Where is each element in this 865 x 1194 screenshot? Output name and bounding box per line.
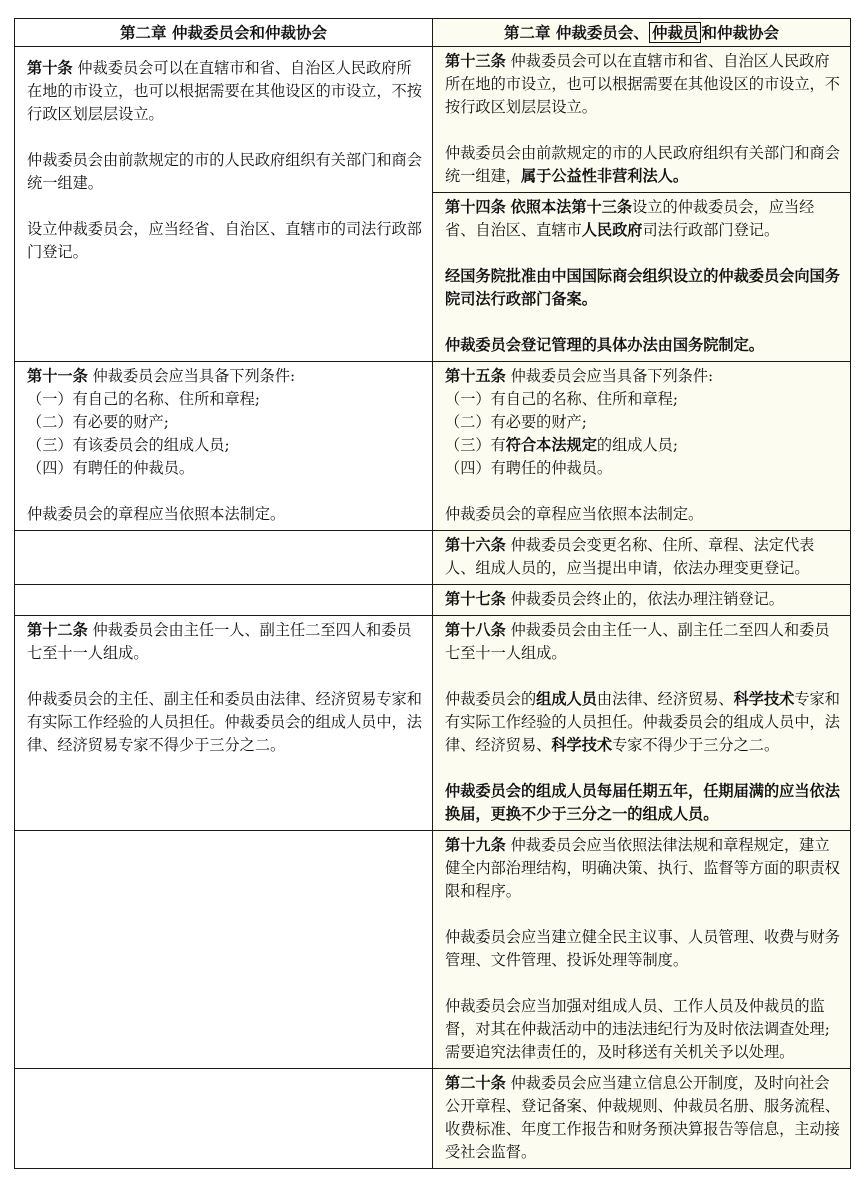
- article-text: 仲裁委员会应当具备下列条件:: [510, 367, 714, 385]
- article-text: 仲裁委员会由主任一人、副主任二至四人和委员七至十一人组成。: [27, 621, 412, 662]
- plain-text: 由法律、经济贸易、: [596, 690, 734, 708]
- old-article-10: [15, 47, 433, 362]
- added-text: 属于公益性非营利法人。: [520, 167, 688, 185]
- new-article-13-para-2: [445, 142, 842, 188]
- header-new-part-b: 和仲裁协会: [701, 23, 779, 42]
- article-number: 第十三条: [445, 52, 506, 70]
- condition-item: （二）有必要的财产;: [27, 413, 169, 431]
- added-text: 依照本法第十三条: [510, 198, 633, 216]
- new-article-15-para-1: [445, 365, 842, 388]
- row-article-10: [15, 47, 851, 193]
- new-article-20-para-1: [445, 1072, 842, 1164]
- new-article-15: [433, 362, 851, 531]
- row-article-12: [15, 616, 851, 831]
- added-text: 科学技术: [551, 736, 613, 754]
- new-article-18: [433, 616, 851, 831]
- old-empty-cell: [15, 585, 433, 616]
- row-article-16: [15, 531, 851, 585]
- new-article-14-para-3: 仲裁委员会登记管理的具体办法由国务院制定。: [445, 336, 764, 354]
- row-article-20: [15, 1069, 851, 1169]
- row-article-17: [15, 585, 851, 616]
- article-text: 仲裁委员会变更名称、住所、章程、法定代表人、组成人员的，应当提出申请，依法办理变更登记。: [445, 536, 815, 577]
- article-number: 第十条: [27, 59, 73, 77]
- article-number: 第十七条: [445, 590, 506, 608]
- new-article-16: [433, 531, 851, 585]
- added-text: 人民政府: [581, 221, 643, 239]
- plain-text: （三）有: [445, 436, 506, 454]
- old-article-11-para-1: [27, 365, 424, 388]
- old-article-12-para-1: [27, 619, 424, 665]
- condition-item: （四）有聘任的仲裁员。: [445, 459, 613, 477]
- new-article-19-para-2: 仲裁委员会应当建立健全民主议事、人员管理、收费与财务管理、文件管理、投诉处理等制度。: [445, 928, 840, 969]
- added-text: 组成人员: [536, 690, 597, 708]
- row-article-11: [15, 362, 851, 531]
- plain-text: 仲裁委员会的: [445, 690, 537, 708]
- plain-text: 司法行政部门登记。: [642, 221, 780, 239]
- article-number: 第二十条: [445, 1074, 506, 1092]
- new-article-18-para-2: [445, 688, 842, 757]
- condition-item: （三）有该委员会的组成人员;: [27, 436, 230, 454]
- header-new-part-a: 第二章 仲裁委员会、: [504, 23, 649, 42]
- new-article-18-para-1: [445, 619, 842, 665]
- plain-text: 的组成人员;: [596, 436, 678, 454]
- condition-item: （二）有必要的财产;: [445, 413, 587, 431]
- article-number: 第十六条: [445, 536, 506, 554]
- article-text: 仲裁委员会由主任一人、副主任二至四人和委员七至十一人组成。: [445, 621, 830, 662]
- condition-item: （一）有自己的名称、住所和章程;: [27, 390, 260, 408]
- old-empty-cell: [15, 831, 433, 1069]
- article-text: 仲裁委员会应当具备下列条件:: [92, 367, 296, 385]
- old-article-11: [15, 362, 433, 531]
- article-number: 第十八条: [445, 621, 506, 639]
- new-article-15-para-2: 仲裁委员会的章程应当依照本法制定。: [445, 505, 704, 523]
- new-article-14-para-1: [445, 196, 842, 242]
- new-article-13-para-1: [445, 50, 842, 119]
- law-comparison-table: [14, 18, 851, 1169]
- article-number: 第十九条: [445, 836, 506, 854]
- article-text: 仲裁委员会可以在直辖市和省、自治区人民政府所在地的市设立，也可以根据需要在其他设区的市设立，不按行政区划层层设立。: [445, 52, 840, 116]
- old-article-12: [15, 616, 433, 831]
- old-article-11-para-2: 仲裁委员会的章程应当依照本法制定。: [27, 505, 286, 523]
- new-article-14-para-2: 经国务院批准由中国国际商会组织设立的仲裁委员会向国务院司法行政部门备案。: [445, 267, 840, 308]
- old-article-10-para-1: [27, 57, 424, 126]
- article-number: 第十四条: [445, 198, 506, 216]
- new-article-19: [433, 831, 851, 1069]
- row-article-19: [15, 831, 851, 1069]
- plain-text: 专家和有实际工作经验的人员担任。仲裁委员会的组成人员中，法律、经济贸易、: [445, 690, 840, 754]
- old-article-12-para-2: 仲裁委员会的主任、副主任和委员由法律、经济贸易专家和有实际工作经验的人员担任。仲裁委员会的组成人员中，法律、经济贸易专家不得少于三分之二。: [27, 690, 422, 754]
- article-number: 第十五条: [445, 367, 506, 385]
- header-new-chapter: [433, 19, 851, 47]
- old-empty-cell: [15, 531, 433, 585]
- article-text: 仲裁委员会可以在直辖市和省、自治区人民政府所在地的市设立，也可以根据需要在其他设区的市设立，不按行政区划层层设立。: [27, 59, 422, 123]
- condition-item: （四）有聘任的仲裁员。: [27, 459, 195, 477]
- header-new-boxed-term: 仲裁员: [649, 22, 702, 43]
- new-article-17: [433, 585, 851, 616]
- new-article-20: [433, 1069, 851, 1169]
- plain-text: 仲裁委员会由前款规定的市的人民政府组织有关部门和商会统一组建，: [445, 144, 840, 185]
- header-row: [15, 19, 851, 47]
- plain-text: 设立的仲裁委员会，应当经省、自治区、直辖市: [445, 198, 815, 239]
- new-article-19-para-3: 仲裁委员会应当加强对组成人员、工作人员及仲裁员的监督，对其在仲裁活动中的违法违纪行为及时依法调查处理;需要追究法律责任的，及时移送有关机关予以处理。: [445, 997, 830, 1061]
- article-text: 仲裁委员会应当建立信息公开制度，及时向社会公开章程、登记备案、仲裁规则、仲裁员名册、服务流程、收费标准、年度工作报告和财务预决算报告等信息，主动接受社会监督。: [445, 1074, 840, 1161]
- old-article-10-para-3: 设立仲裁委员会，应当经省、自治区、直辖市的司法行政部门登记。: [27, 220, 422, 261]
- new-article-14: [433, 193, 851, 362]
- condition-item: （一）有自己的名称、住所和章程;: [445, 390, 678, 408]
- condition-item: [445, 434, 842, 457]
- added-text: 符合本法规定: [505, 436, 597, 454]
- plain-text: 专家不得少于三分之二。: [612, 736, 780, 754]
- old-empty-cell: [15, 1069, 433, 1169]
- new-article-16-para-1: [445, 534, 842, 580]
- new-article-19-para-1: [445, 834, 842, 903]
- new-article-18-para-3: 仲裁委员会的组成人员每届任期五年，任期届满的应当依法换届，更换不少于三分之一的组成人员。: [445, 782, 840, 823]
- old-article-10-para-2: 仲裁委员会由前款规定的市的人民政府组织有关部门和商会统一组建。: [27, 151, 422, 192]
- new-article-17-para-1: [445, 588, 842, 611]
- article-number: 第十一条: [27, 367, 88, 385]
- article-text: 仲裁委员会终止的，依法办理注销登记。: [510, 590, 784, 608]
- article-text: 仲裁委员会应当依照法律法规和章程规定，建立健全内部治理结构，明确决策、执行、监督等方面的职责权限和程序。: [445, 836, 840, 900]
- new-article-13: [433, 47, 851, 193]
- added-text: 科学技术: [733, 690, 795, 708]
- article-number: 第十二条: [27, 621, 88, 639]
- header-old-chapter: 第二章 仲裁委员会和仲裁协会: [15, 19, 433, 47]
